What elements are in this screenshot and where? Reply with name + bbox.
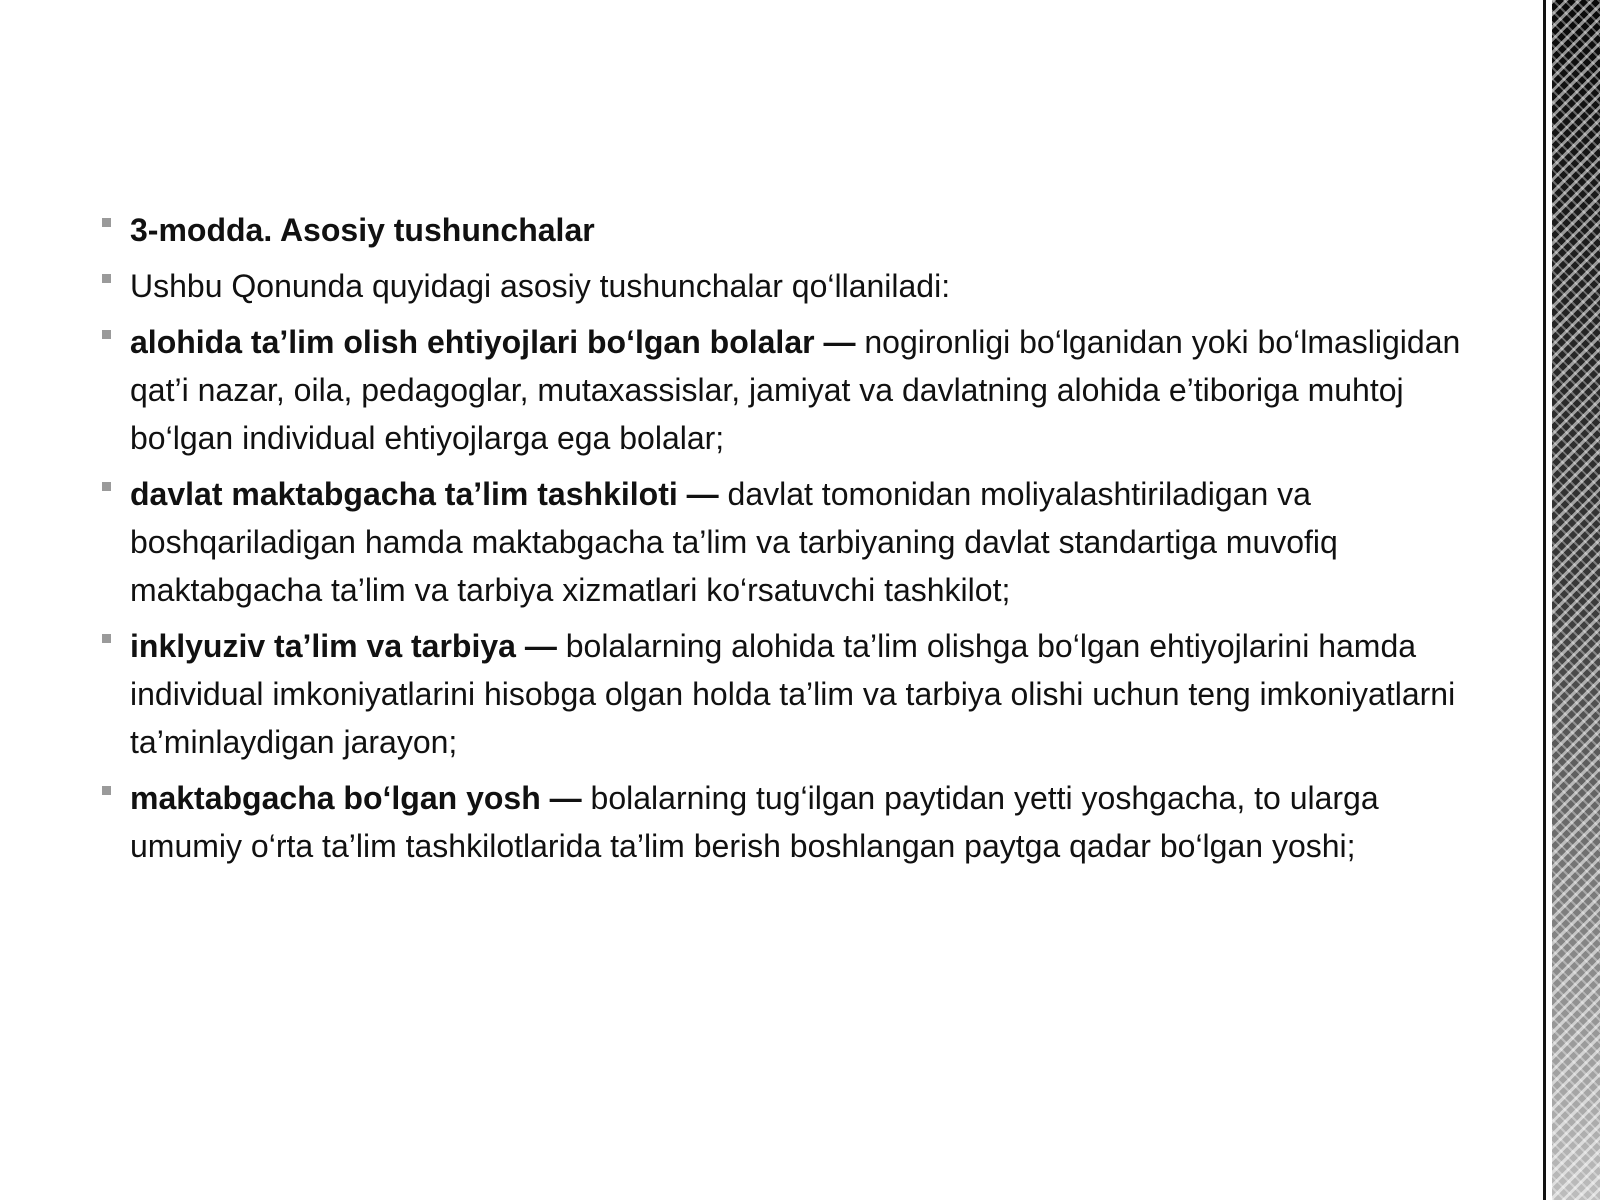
square-bullet-icon xyxy=(102,274,111,283)
term-name: davlat maktabgacha ta’lim tashkiloti xyxy=(130,476,678,512)
list-item xyxy=(96,206,1496,254)
square-bullet-icon xyxy=(102,634,111,643)
term-dash: — xyxy=(540,780,591,816)
term-definition: davlat tomonidan moliyalashtiriladigan va boshqariladigan hamda maktabgacha ta’lim va tarbiyaning davlat standartiga muvofiq maktabgacha ta’lim va tarbiya xizmatlari ko‘rsatuvchi tashkilot; xyxy=(130,476,1338,608)
term-definition: nogironligi bo‘lganidan yoki bo‘lmasligidan qat’i nazar, oila, pedagoglar, mutaxassislar, jamiyat va davlatning alohida e’tiboriga muhtoj bo‘lgan individual ehtiyojlarga ega bolalar; xyxy=(130,324,1461,456)
term-name: inklyuziv ta’lim va tarbiya xyxy=(130,628,516,664)
square-bullet-icon xyxy=(102,218,111,227)
square-bullet-icon xyxy=(102,330,111,339)
list-item xyxy=(96,622,1496,766)
square-bullet-icon xyxy=(102,786,111,795)
term-dash: — xyxy=(814,324,865,360)
list-item xyxy=(96,470,1496,614)
intro-text: Ushbu Qonunda quyidagi asosiy tushunchalar qo‘llaniladi: xyxy=(130,268,951,304)
article-heading: 3-modda. Asosiy tushunchalar xyxy=(130,212,595,248)
term-dash: — xyxy=(677,476,728,512)
term-definition: bolalarning alohida ta’lim olishga bo‘lgan ehtiyojlarini hamda individual imkoniyatlarini hisobga olgan holda ta’lim va tarbiya olishi uchun teng imkoniyatlarni ta’minlaydigan jarayon; xyxy=(130,628,1456,760)
definitions-list xyxy=(96,206,1496,870)
decorative-pattern-strip xyxy=(1552,0,1600,1200)
list-item xyxy=(96,318,1496,462)
term-dash: — xyxy=(515,628,566,664)
term-name: maktabgacha bo‘lgan yosh xyxy=(130,780,541,816)
square-bullet-icon xyxy=(102,482,111,491)
slide-content xyxy=(96,206,1496,878)
list-item xyxy=(96,774,1496,870)
list-item xyxy=(96,262,1496,310)
term-name: alohida ta’lim olish ehtiyojlari bo‘lgan bolalar xyxy=(130,324,815,360)
term-definition: bolalarning tug‘ilgan paytidan yetti yoshgacha, to ularga umumiy o‘rta ta’lim tashkilotlarida ta’lim berish boshlangan paytga qadar bo‘lgan yoshi; xyxy=(130,780,1379,864)
